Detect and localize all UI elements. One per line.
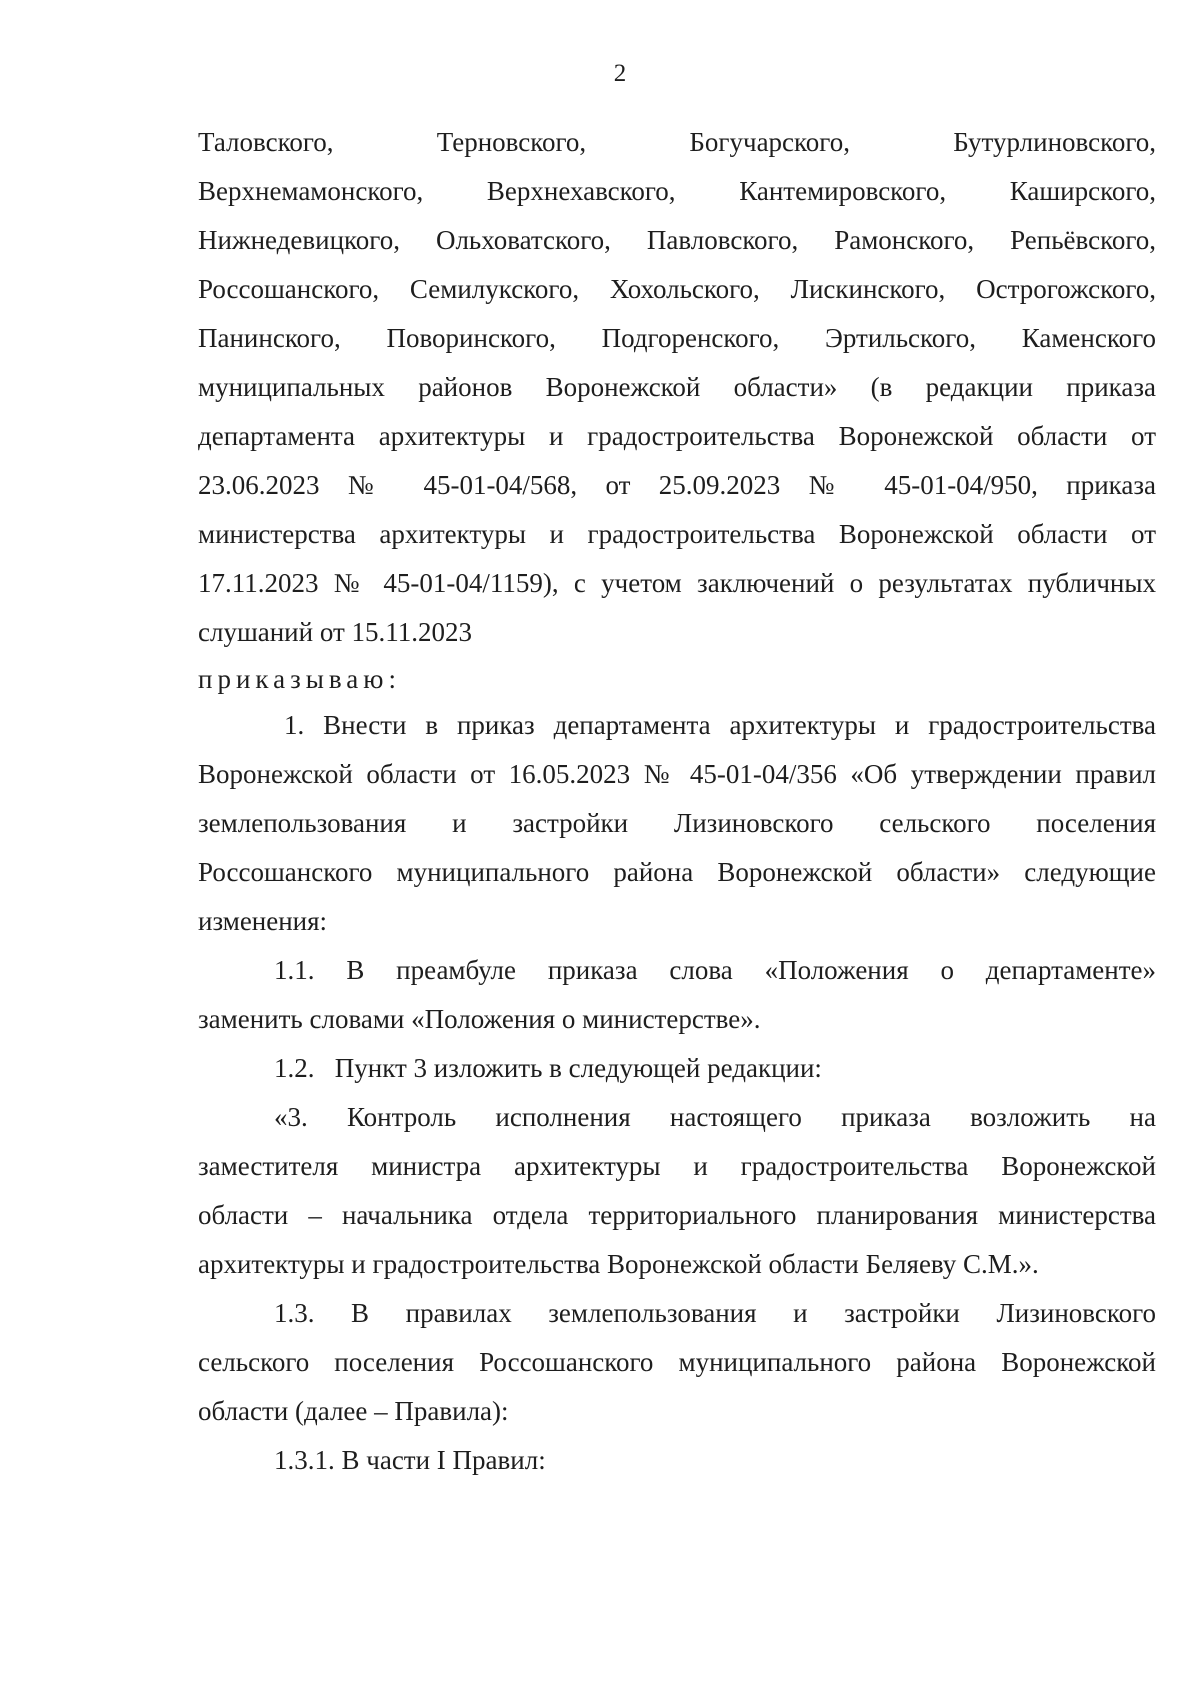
text-line: области – начальника отдела территориального планирования министерства	[198, 1200, 1156, 1230]
text-line: Воронежской области от 16.05.2023 № 45-01-04/356 «Об утверждении правил	[198, 759, 1156, 789]
text-line: изменения:	[198, 906, 328, 936]
paragraph-item-1-3	[198, 1289, 1156, 1436]
text-line: области (далее – Правила):	[198, 1396, 509, 1426]
text-line: 23.06.2023 № 45-01-04/568, от 25.09.2023 № 45-01-04/950, приказа	[198, 470, 1156, 500]
text-line: 17.11.2023 № 45-01-04/1159), с учетом заключений о результатах публичных	[198, 568, 1156, 598]
text-line: 1.1. В преамбуле приказа слова «Положения о департаменте»	[274, 955, 1156, 985]
text-line: Нижнедевицкого, Ольховатского, Павловского, Рамонского, Репьёвского,	[198, 225, 1156, 255]
text-line: 1.2. Пункт 3 изложить в следующей редакции:	[274, 1053, 822, 1083]
text-line: Верхнемамонского, Верхнехавского, Кантемировского, Каширского,	[198, 176, 1156, 206]
text-line: заменить словами «Положения о министерстве».	[198, 1004, 761, 1034]
text-line: департамента архитектуры и градостроительства Воронежской области от	[198, 421, 1156, 451]
text-line: 1. Внести в приказ департамента архитектуры и градостроительства	[284, 710, 1156, 740]
text-line: 1.3. В правилах землепользования и застройки Лизиновского	[274, 1298, 1156, 1328]
text-line: министерства архитектуры и градостроительства Воронежской области от	[198, 519, 1156, 549]
text-line: Россошанского муниципального района Воронежской области» следующие	[198, 857, 1156, 887]
text-line: землепользования и застройки Лизиновского сельского поселения	[198, 808, 1156, 838]
text-line: Россошанского, Семилукского, Хохольского, Лискинского, Острогожского,	[198, 274, 1156, 304]
text-line: слушаний от 15.11.2023	[198, 617, 473, 647]
text-line: Таловского, Терновского, Богучарского, Бутурлиновского,	[198, 127, 1156, 157]
paragraph-item-3-quote	[198, 1093, 1156, 1289]
text-line: «3. Контроль исполнения настоящего приказа возложить на	[274, 1102, 1156, 1132]
paragraph-item-1-2	[198, 1044, 1156, 1093]
document-body	[198, 118, 1156, 1485]
text-line: муниципальных районов Воронежской области» (в редакции приказа	[198, 372, 1156, 402]
text-line: сельского поселения Россошанского муниципального района Воронежской	[198, 1347, 1156, 1377]
text-line: заместителя министра архитектуры и градостроительства Воронежской	[198, 1151, 1156, 1181]
paragraph-item-1-1	[198, 946, 1156, 1044]
page-number: 2	[613, 60, 627, 87]
paragraph-item-1-3-1	[198, 1436, 1156, 1485]
paragraph-item-1	[198, 701, 1156, 946]
text-line: 1.3.1. В части I Правил:	[274, 1445, 546, 1475]
paragraph-preamble	[198, 118, 1156, 657]
text-line: архитектуры и градостроительства Воронежской области Беляеву С.М.».	[198, 1249, 1039, 1279]
order-word: приказываю:	[198, 664, 401, 694]
text-line: Панинского, Поворинского, Подгоренского, Эртильского, Каменского	[198, 323, 1156, 353]
